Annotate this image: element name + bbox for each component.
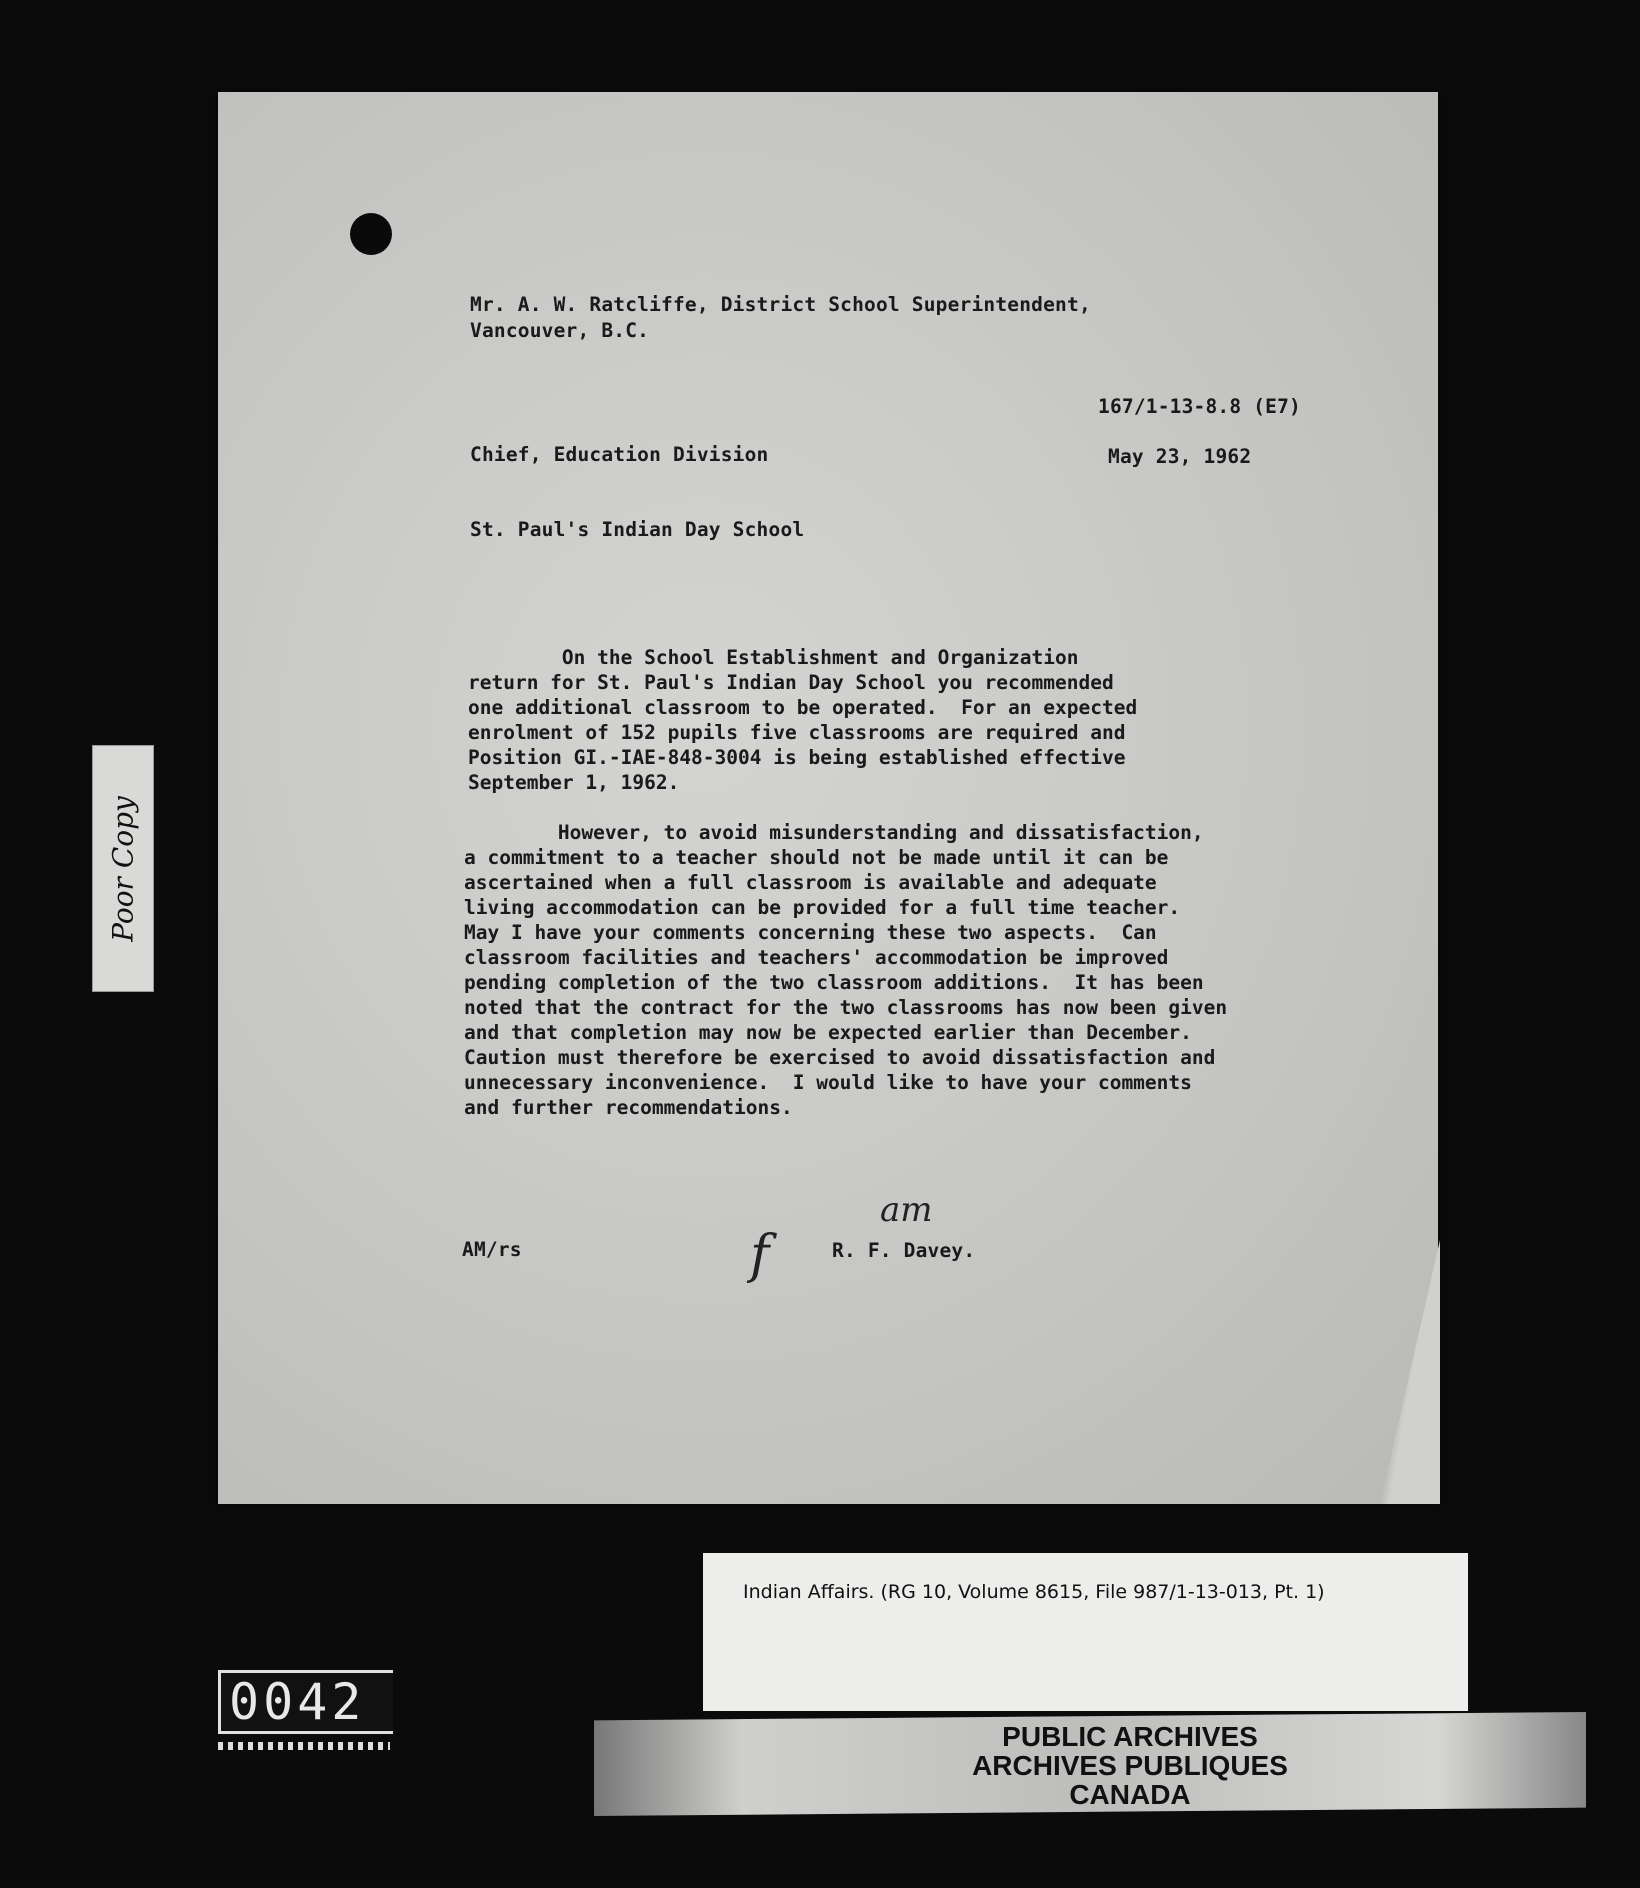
paragraph-2-line: and that completion may now be expected earlier than December. [464, 1021, 1192, 1044]
archive-stamp-line-1: PUBLIC ARCHIVES [1002, 1721, 1258, 1752]
signature-name: R. F. Davey. [832, 1239, 976, 1262]
paragraph-1-line: return for St. Paul's Indian Day School you recommended [468, 671, 1114, 694]
frame-number-box [218, 1670, 393, 1734]
recipient-line-1: Mr. A. W. Ratcliffe, District School Superintendent, [470, 293, 1091, 316]
file-number: 167/1-13-8.8 (E7) [1098, 395, 1301, 418]
paragraph-1-line: On the School Establishment and Organization [468, 646, 1079, 669]
archive-stamp-line-3: CANADA [1069, 1779, 1191, 1810]
paragraph-1-line: one additional classroom to be operated. For an expected [468, 696, 1138, 719]
handwritten-initials: am [880, 1190, 933, 1230]
paragraph-2-line: ascertained when a full classroom is available and adequate [464, 871, 1157, 894]
frame-number: 0042 [229, 1673, 366, 1731]
paragraph-1-line: September 1, 1962. [468, 771, 680, 794]
film-perforations [218, 1742, 390, 1750]
paragraph-2-line: unnecessary inconvenience. I would like to have your comments [464, 1071, 1192, 1094]
letter-date: May 23, 1962 [1108, 445, 1252, 468]
recipient-line-2: Vancouver, B.C. [470, 319, 650, 342]
poor-copy-text: Poor Copy [106, 795, 140, 942]
poor-copy-label [92, 745, 154, 992]
subject-line: St. Paul's Indian Day School [470, 518, 805, 541]
paragraph-2 [464, 820, 1227, 1120]
handwritten-f: f [750, 1225, 770, 1285]
paragraph-2-line: Caution must therefore be exercised to avoid dissatisfaction and [464, 1046, 1216, 1069]
paragraph-1-line: enrolment of 152 pupils five classrooms are required and [468, 721, 1126, 744]
paragraph-2-line: and further recommendations. [464, 1096, 793, 1119]
paragraph-2-line: noted that the contract for the two classrooms has now been given [464, 996, 1228, 1019]
punch-hole [350, 213, 392, 255]
paragraph-1 [468, 645, 1137, 795]
typist-initials: AM/rs [462, 1238, 522, 1261]
archive-stamp [880, 1722, 1380, 1809]
paragraph-2-line: a commitment to a teacher should not be made until it can be [464, 846, 1169, 869]
archival-reference-card [703, 1553, 1468, 1711]
paragraph-2-line: pending completion of the two classroom additions. It has been [464, 971, 1204, 994]
archival-reference-text: Indian Affairs. (RG 10, Volume 8615, File 987/1-13-013, Pt. 1) [743, 1581, 1325, 1603]
archive-stamp-line-2: ARCHIVES PUBLIQUES [972, 1750, 1288, 1781]
paragraph-2-line: However, to avoid misunderstanding and dissatisfaction, [464, 821, 1204, 844]
paragraph-2-line: classroom facilities and teachers' accommodation be improved [464, 946, 1169, 969]
sender: Chief, Education Division [470, 443, 769, 466]
paragraph-2-line: living accommodation can be provided for a full time teacher. [464, 896, 1181, 919]
paragraph-1-line: Position GI.-IAE-848-3004 is being established effective [468, 746, 1126, 769]
paragraph-2-line: May I have your comments concerning these two aspects. Can [464, 921, 1157, 944]
